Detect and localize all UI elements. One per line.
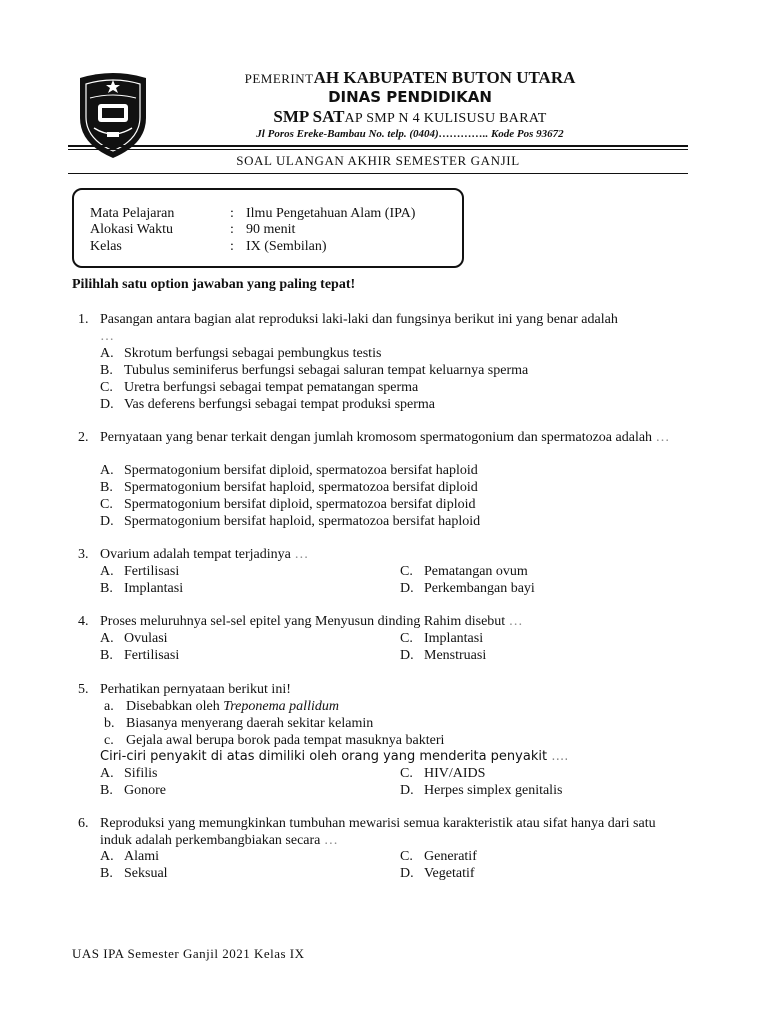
option-letter: C.: [100, 497, 113, 512]
option-b: [100, 865, 168, 882]
option-letter: C.: [400, 849, 413, 864]
option-text: Vegetatif: [424, 866, 475, 881]
statement-c: [100, 732, 444, 749]
option-d: [100, 396, 435, 413]
option-letter: D.: [400, 581, 414, 596]
question-dots: …: [294, 547, 309, 562]
option-letter: B.: [100, 783, 113, 798]
option-text: Spermatogonium bersifat diploid, spermatozoa bersifat haploid: [124, 463, 478, 478]
header-line3-big: SMP SAT: [273, 107, 345, 126]
question-number: 2.: [78, 430, 89, 445]
option-text: Skrotum berfungsi sebagai pembungkus testis: [124, 346, 382, 361]
option-text: Menstruasi: [424, 648, 487, 663]
option-text: Fertilisasi: [124, 648, 180, 663]
option-text: Implantasi: [424, 631, 484, 646]
question-text: Proses meluruhnya sel-sel epitel yang Menyusun dinding Rahim disebut: [100, 614, 506, 629]
option-letter: B.: [100, 866, 113, 881]
option-c: [400, 563, 528, 580]
option-letter: B.: [100, 363, 113, 378]
option-text: Perkembangan bayi: [424, 581, 535, 596]
statement-a: [100, 698, 339, 715]
question-stem: [100, 613, 690, 630]
exam-info-box: [72, 188, 464, 268]
option-a: [100, 630, 168, 647]
instruction-text: Pilihlah satu option jawaban yang paling tepat!: [72, 277, 356, 292]
option-d: [400, 647, 486, 664]
option-b: [100, 782, 166, 799]
question-number: 4.: [78, 614, 89, 629]
header-divider-thin: [68, 149, 688, 150]
info-value: 90 menit: [246, 222, 296, 237]
info-label: Mata Pelajaran: [90, 206, 175, 221]
question-dots: …: [508, 614, 523, 629]
question-number: 6.: [78, 816, 89, 831]
title-divider: [68, 173, 688, 174]
question-stem: [100, 429, 690, 446]
option-c: [100, 379, 418, 396]
option-b: [100, 479, 478, 496]
option-b: [100, 362, 528, 379]
option-b: [100, 647, 179, 664]
option-a: [100, 563, 179, 580]
question-text: Reproduksi yang memungkinkan tumbuhan mewarisi semua karakteristik atau sifat hanya dari satu induk adalah perkembangbiakan secara: [100, 816, 656, 848]
question-stem: [100, 815, 690, 849]
info-colon: :: [230, 222, 234, 237]
option-letter: D.: [400, 866, 414, 881]
option-c: [100, 496, 475, 513]
header-line-department: DINAS PENDIDIKAN: [328, 88, 492, 106]
header-divider-thick: [68, 145, 688, 147]
option-text: Spermatogonium bersifat haploid, spermatozoa bersifat diploid: [124, 480, 478, 495]
statement-letter: c.: [104, 733, 114, 748]
statement-text: Gejala awal berupa borok pada tempat masuknya bakteri: [126, 733, 445, 748]
info-colon: :: [230, 206, 234, 221]
question-dots: …: [323, 833, 338, 848]
question-number: 1.: [78, 312, 89, 327]
info-colon: :: [230, 239, 234, 254]
option-letter: C.: [400, 564, 413, 579]
statement-b: [100, 715, 373, 732]
question-stem: [100, 311, 690, 345]
question-text: Ovarium adalah tempat terjadinya: [100, 547, 291, 562]
option-letter: C.: [100, 380, 113, 395]
option-c: [400, 765, 485, 782]
option-letter: A.: [100, 463, 114, 478]
option-a: [100, 345, 381, 362]
question-text: Pasangan antara bagian alat reproduksi laki-laki dan fungsinya berikut ini yang benar adalah: [100, 312, 618, 327]
option-text: Ovulasi: [124, 631, 168, 646]
info-label: Alokasi Waktu: [90, 222, 173, 237]
option-letter: A.: [100, 564, 114, 579]
info-label: Kelas: [90, 239, 122, 254]
option-letter: A.: [100, 631, 114, 646]
option-text: Vas deferens berfungsi sebagai tempat produksi sperma: [124, 397, 436, 412]
page-footer: UAS IPA Semester Ganjil 2021 Kelas IX: [72, 946, 305, 961]
header-line-government: [150, 68, 670, 88]
option-text: Gonore: [124, 783, 166, 798]
option-letter: B.: [100, 648, 113, 663]
header-line-school: [150, 107, 670, 127]
option-a: [100, 848, 159, 865]
question-text: Ciri-ciri penyakit di atas dimiliki oleh orang yang menderita penyakit: [100, 749, 548, 764]
option-d: [400, 782, 562, 799]
option-text: Seksual: [124, 866, 168, 881]
option-text: Tubulus seminiferus berfungsi sebagai saluran tempat keluarnya sperma: [124, 363, 529, 378]
header-line1-small: PEMERINT: [244, 71, 314, 86]
option-c: [400, 630, 483, 647]
header-address: Jl Poros Ereke-Bambau No. telp. (0404)………….. Kode Pos 93672: [256, 128, 564, 140]
option-text: Alami: [124, 849, 159, 864]
option-text: Uretra berfungsi sebagai tempat pematangan sperma: [124, 380, 419, 395]
option-c: [400, 848, 477, 865]
option-text: Spermatogonium bersifat diploid, spermatozoa bersifat diploid: [124, 497, 476, 512]
statement-letter: b.: [104, 716, 115, 731]
option-letter: B.: [100, 480, 113, 495]
option-text: Spermatogonium bersifat haploid, spermatozoa bersifat haploid: [124, 514, 481, 529]
question-number: 5.: [78, 682, 89, 697]
option-letter: D.: [400, 783, 414, 798]
info-value: Ilmu Pengetahuan Alam (IPA): [246, 206, 416, 221]
question-dots: ….: [551, 749, 569, 764]
question-number: 3.: [78, 547, 89, 562]
statement-letter: a.: [104, 699, 114, 714]
question-stem-continued: [100, 748, 568, 765]
option-letter: A.: [100, 849, 114, 864]
option-d: [400, 580, 535, 597]
info-value: IX (Sembilan): [246, 239, 327, 254]
question-stem: Perhatikan pernyataan berikut ini!: [100, 682, 291, 697]
option-text: Generatif: [424, 849, 477, 864]
option-letter: A.: [100, 346, 114, 361]
option-text: Fertilisasi: [124, 564, 180, 579]
option-text: Herpes simplex genitalis: [424, 783, 563, 798]
question-stem: [100, 546, 690, 563]
question-dots: …: [655, 430, 670, 445]
option-a: [100, 462, 478, 479]
option-d: [400, 865, 475, 882]
option-letter: D.: [100, 397, 114, 412]
option-d: [100, 513, 480, 530]
question-text: Pernyataan yang benar terkait dengan jumlah kromosom spermatogonium dan spermatozoa adalah: [100, 430, 653, 445]
option-text: Sifilis: [124, 766, 158, 781]
option-letter: C.: [400, 766, 413, 781]
header-line1-big: AH KABUPATEN BUTON UTARA: [313, 68, 576, 87]
option-letter: D.: [100, 514, 114, 529]
option-letter: D.: [400, 648, 414, 663]
question-dots: …: [100, 329, 114, 344]
option-text: Implantasi: [124, 581, 184, 596]
statement-italic: Treponema pallidum: [223, 699, 339, 714]
option-b: [100, 580, 183, 597]
option-letter: C.: [400, 631, 413, 646]
option-letter: A.: [100, 766, 114, 781]
option-letter: B.: [100, 581, 113, 596]
option-text: HIV/AIDS: [424, 766, 486, 781]
header-line3-small: AP SMP N 4 KULISUSU BARAT: [344, 111, 547, 126]
statement-text: Biasanya menyerang daerah sekitar kelamin: [126, 716, 374, 731]
exam-title: SOAL ULANGAN AKHIR SEMESTER GANJIL: [236, 153, 520, 168]
statement-text: Disebabkan oleh: [126, 699, 224, 714]
option-a: [100, 765, 157, 782]
option-text: Pematangan ovum: [424, 564, 528, 579]
